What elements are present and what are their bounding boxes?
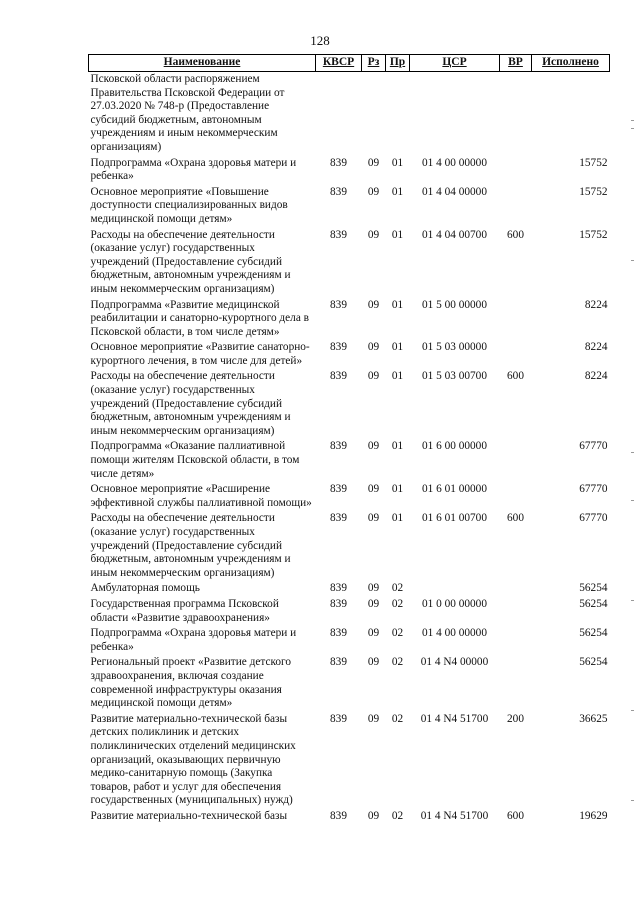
cell-vr: 600 (507, 809, 524, 822)
cell-kvsr: 839 (330, 597, 347, 610)
cell-kvsr: 839 (330, 627, 347, 640)
cell-vr: 600 (507, 370, 524, 383)
cell-vr (500, 482, 532, 511)
cell-name: Основное мероприятие «Повышение доступности специализированных видов медицинской помощи детям» (90, 185, 288, 225)
cell-done: 67770 (579, 483, 608, 496)
table-row (89, 72, 610, 156)
cell-vr (500, 298, 532, 341)
cell-csr (410, 72, 500, 156)
cell-kvsr: 839 (330, 185, 347, 198)
cell-name: Расходы на обеспечение деятельности (оказание услуг) государственных учреждений (Предоставление субсидий бюджетным, автономным учреждениям и иным некоммерческим организациям) (90, 512, 291, 579)
cell-vr (500, 72, 532, 156)
cell-done: 56254 (579, 656, 608, 669)
cell-rz: 09 (367, 185, 380, 198)
cell-pr: 01 (391, 185, 404, 198)
table-row (89, 228, 610, 298)
table-row (89, 626, 610, 655)
cell-done: 36625 (579, 712, 608, 725)
cell-csr: 01 4 N4 51700 (420, 809, 489, 822)
table-body (89, 72, 610, 825)
cell-kvsr: 839 (330, 483, 347, 496)
table-row (89, 369, 610, 439)
table-row (89, 809, 610, 825)
cell-kvsr: 839 (330, 512, 347, 525)
cell-csr: 01 6 00 00000 (422, 440, 487, 453)
cell-done (532, 72, 610, 156)
cell-csr: 01 6 01 00700 (422, 512, 487, 525)
cell-name: Развитие материально-технической базы детских поликлиник и детских поликлинических отделений медицинских организаций, оказывающих первичную медико-санитарную помощь (Закупка товаров, работ и услуг для обеспечения государственных (муниципальных) нужд) (90, 712, 296, 807)
cell-rz: 09 (367, 440, 380, 453)
cell-name: Амбулаторная помощь (90, 582, 200, 595)
table-row (89, 655, 610, 711)
table-row (89, 298, 610, 341)
cell-done: 56254 (579, 597, 608, 610)
cell-pr: 02 (391, 809, 404, 822)
cell-done: 8224 (584, 370, 608, 383)
cell-csr: 01 6 01 00000 (422, 483, 487, 496)
cell-csr: 01 4 00 00000 (422, 627, 487, 640)
cell-pr: 01 (391, 370, 404, 383)
cell-kvsr: 839 (330, 341, 347, 354)
cell-kvsr (316, 72, 362, 156)
table-row (89, 511, 610, 581)
table-row (89, 340, 610, 369)
header-done: Исполнено (532, 55, 610, 72)
cell-done: 15752 (579, 156, 608, 169)
cell-kvsr: 839 (330, 809, 347, 822)
cell-rz: 09 (367, 298, 380, 311)
cell-pr: 01 (391, 483, 404, 496)
cell-done: 67770 (579, 512, 608, 525)
cell-pr (386, 72, 410, 156)
cell-rz: 09 (367, 597, 380, 610)
table-row (89, 581, 610, 597)
cell-pr: 01 (391, 512, 404, 525)
page-number: 128 (310, 33, 330, 48)
cell-name: Основное мероприятие «Развитие санаторно-курортного лечения, в том числе для детей» (90, 341, 310, 367)
cell-kvsr: 839 (330, 656, 347, 669)
cell-kvsr: 839 (330, 582, 347, 595)
cell-pr: 01 (391, 440, 404, 453)
cell-pr: 02 (391, 582, 404, 595)
cell-pr: 01 (391, 156, 404, 169)
cell-csr (410, 581, 500, 597)
cell-done: 19629 (579, 809, 608, 822)
header-vr: ВР (500, 55, 532, 72)
table-row (89, 597, 610, 626)
cell-rz: 09 (367, 341, 380, 354)
cell-rz: 09 (367, 370, 380, 383)
cell-name: Псковской области распоряжением Правительства Псковской Федерации от 27.03.2020 № 748-р (Предоставление субсидий бюджетным, автономным учреждениям и иным некоммерческим организациям) (90, 73, 285, 153)
cell-done: 15752 (579, 228, 608, 241)
cell-kvsr: 839 (330, 712, 347, 725)
cell-name: Подпрограмма «Оказание паллиативной помощи жителям Псковской области, в том числе детям» (90, 440, 300, 480)
table-row (89, 439, 610, 482)
cell-csr: 01 0 00 00000 (422, 597, 487, 610)
cell-name: Подпрограмма «Охрана здоровья матери и ребенка» (90, 627, 297, 653)
cell-done: 15752 (579, 185, 608, 198)
cell-rz: 09 (367, 512, 380, 525)
cell-done: 8224 (584, 341, 608, 354)
cell-csr: 01 4 04 00000 (422, 185, 487, 198)
cell-vr: 600 (507, 512, 524, 525)
budget-execution-table (88, 54, 610, 824)
cell-pr: 01 (391, 298, 404, 311)
cell-done: 56254 (579, 582, 608, 595)
cell-name: Расходы на обеспечение деятельности (оказание услуг) государственных учреждений (Предоставление субсидий бюджетным, автономным учреждениям и иным некоммерческим организациям) (90, 228, 291, 295)
cell-csr: 01 4 N4 51700 (420, 712, 489, 725)
cell-vr (500, 156, 532, 185)
cell-rz: 09 (367, 228, 380, 241)
header-rz: Рз (362, 55, 386, 72)
cell-csr: 01 5 03 00000 (422, 341, 487, 354)
cell-rz: 09 (367, 582, 380, 595)
cell-rz: 09 (367, 656, 380, 669)
cell-csr: 01 4 04 00700 (422, 228, 487, 241)
cell-kvsr: 839 (330, 440, 347, 453)
cell-csr: 01 4 00 00000 (422, 156, 487, 169)
cell-vr (500, 185, 532, 228)
cell-vr (500, 597, 532, 626)
cell-vr: 600 (507, 228, 524, 241)
cell-rz: 09 (367, 627, 380, 640)
cell-name: Подпрограмма «Охрана здоровья матери и ребенка» (90, 156, 297, 183)
cell-rz: 09 (367, 809, 380, 822)
cell-name: Развитие материально-технической базы (90, 809, 288, 822)
cell-pr: 01 (391, 228, 404, 241)
cell-done: 8224 (584, 298, 608, 311)
cell-vr (500, 655, 532, 711)
cell-pr: 01 (391, 341, 404, 354)
cell-pr: 02 (391, 656, 404, 669)
cell-name: Региональный проект «Развитие детского здравоохранения, включая создание современной инфраструктуры оказания медицинской помощи детям» (90, 656, 292, 710)
cell-vr (500, 626, 532, 655)
cell-vr (500, 581, 532, 597)
cell-name: Государственная программа Псковской области «Развитие здравоохранения» (90, 597, 279, 624)
cell-done: 56254 (579, 627, 608, 640)
header-name: Наименование (89, 55, 316, 72)
table-row (89, 156, 610, 185)
cell-pr: 02 (391, 627, 404, 640)
cell-name: Подпрограмма «Развитие медицинской реабилитации и санаторно-курортного дела в Псковской области, в том числе детям» (90, 298, 309, 338)
table-row (89, 482, 610, 511)
cell-kvsr: 839 (330, 370, 347, 383)
cell-rz (362, 72, 386, 156)
cell-kvsr: 839 (330, 156, 347, 169)
cell-vr (500, 340, 532, 369)
cell-kvsr: 839 (330, 228, 347, 241)
cell-rz: 09 (367, 712, 380, 725)
header-csr: ЦСР (410, 55, 500, 72)
cell-rz: 09 (367, 483, 380, 496)
table-row (89, 712, 610, 809)
cell-pr: 02 (391, 712, 404, 725)
cell-csr: 01 4 N4 00000 (420, 656, 489, 669)
cell-name: Расходы на обеспечение деятельности (оказание услуг) государственных учреждений (Предоставление субсидий бюджетным, автономным учреждениям и иным некоммерческим организациям) (90, 370, 291, 437)
cell-vr: 200 (507, 712, 524, 725)
header-pr: Пр (386, 55, 410, 72)
table-header (89, 55, 610, 72)
cell-csr: 01 5 03 00700 (422, 370, 487, 383)
cell-kvsr: 839 (330, 298, 347, 311)
header-kvsr: КВСР (316, 55, 362, 72)
table-row (89, 185, 610, 228)
cell-name: Основное мероприятие «Расширение эффективной службы паллиативной помощи» (90, 483, 312, 509)
cell-vr (500, 439, 532, 482)
cell-rz: 09 (367, 156, 380, 169)
cell-pr: 02 (391, 597, 404, 610)
cell-done: 67770 (579, 440, 608, 453)
cell-csr: 01 5 00 00000 (422, 298, 487, 311)
